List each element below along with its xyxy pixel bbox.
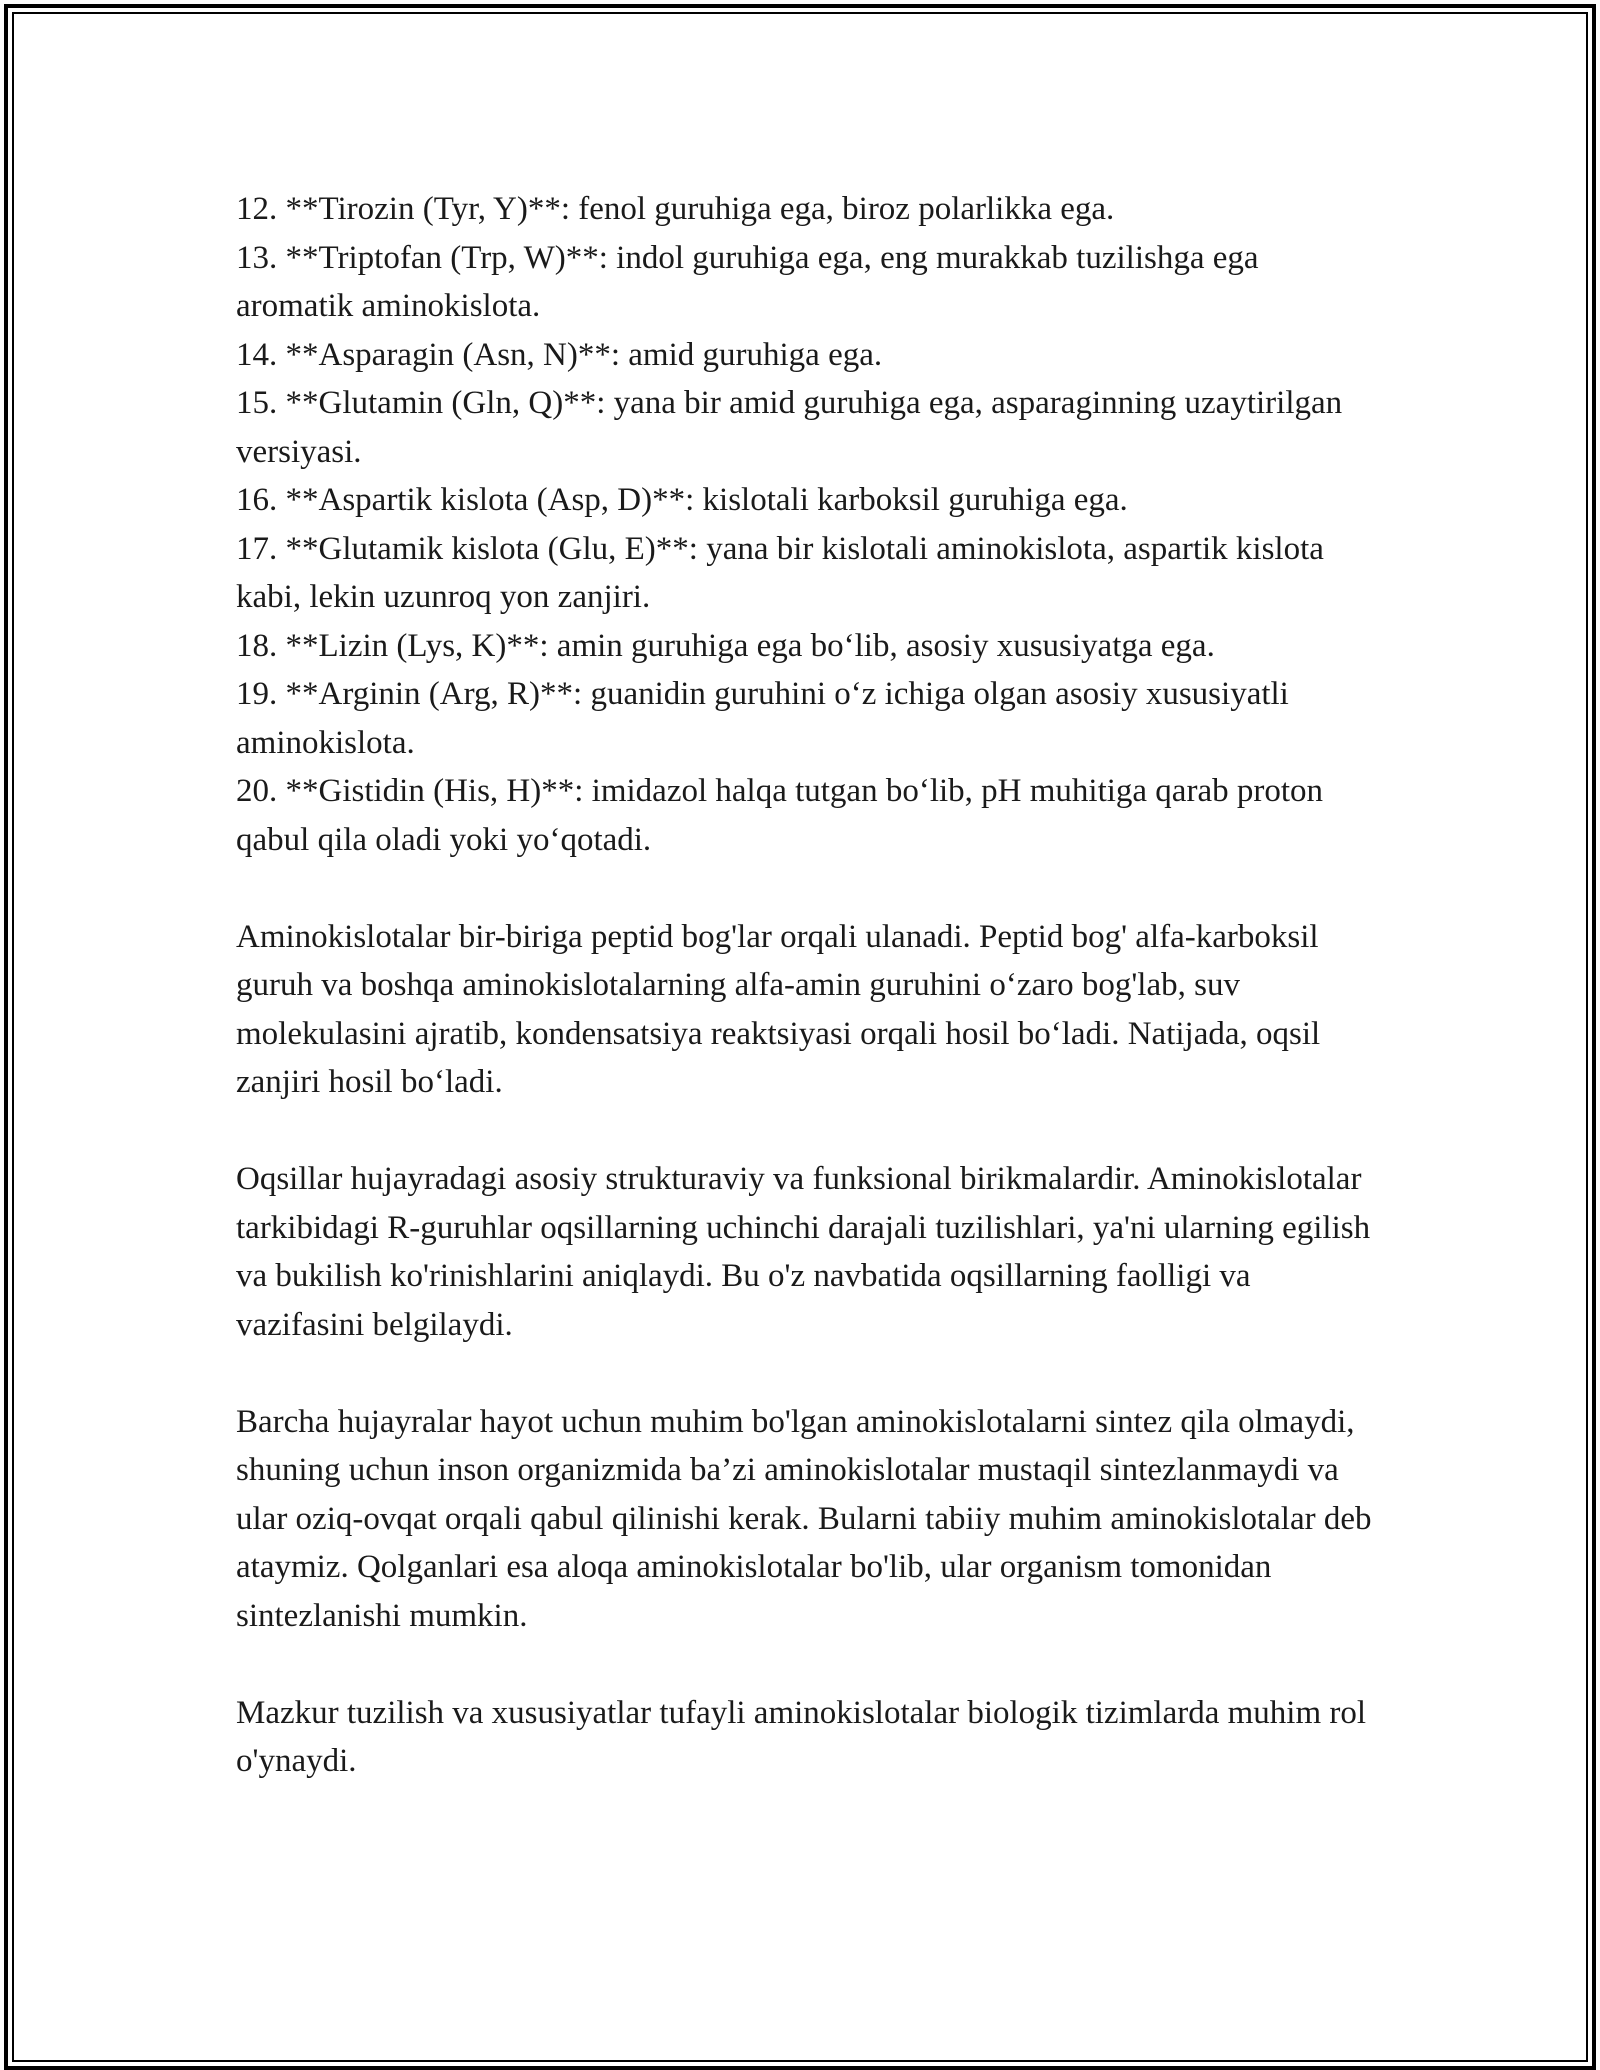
list-item: 19. **Arginin (Arg, R)**: guanidin guruhini o‘z ichiga olgan asosiy xususiyatli aminokislota.: [236, 676, 1289, 761]
list-item: 13. **Triptofan (Trp, W)**: indol guruhiga ega, eng murakkab tuzilishga ega aromatik aminokislota.: [236, 239, 1259, 324]
paragraph-essential-amino-acids: Barcha hujayralar hayot uchun muhim bo'lgan aminokislotalarni sintez qila olmaydi, shuning uchun inson organizmida ba’zi aminokislotalar mustaqil sintezlanmaydi va ular oziq-ovqat orqali qabul qilinishi kerak. Bularni tabiiy muhim aminokislotalar deb ataymiz. Qolganlari esa aloqa aminokislotalar bo'lib, ular organism tomonidan sintezlanishi mumkin.: [236, 1403, 1372, 1634]
list-item: 12. **Tirozin (Tyr, Y)**: fenol guruhiga ega, biroz polarlikka ega.: [236, 191, 1115, 227]
list-item: 18. **Lizin (Lys, K)**: amin guruhiga ega bo‘lib, asosiy xususiyatga ega.: [236, 627, 1215, 664]
amino-acid-list: [236, 185, 1376, 864]
paragraph-peptide-bonds: Aminokislotalar bir-biriga peptid bog'lar orqali ulanadi. Peptid bog' alfa-karboksil guruh va boshqa aminokislotalarning alfa-amin guruhini o‘zaro bog'lab, suv molekulasini ajratib, kondensatsiya reaktsiyasi orqali hosil bo‘ladi. Natijada, oqsil zanjiri hosil bo‘ladi.: [236, 918, 1321, 1100]
list-item: 17. **Glutamik kislota (Glu, E)**: yana bir kislotali aminokislota, aspartik kislota kabi, lekin uzunroq yon zanjiri.: [236, 530, 1324, 615]
list-item: 15. **Glutamin (Gln, Q)**: yana bir amid guruhiga ega, asparaginning uzaytirilgan versiyasi.: [236, 385, 1343, 470]
document-body: [236, 185, 1376, 1786]
list-item: 20. **Gistidin (His, H)**: imidazol halqa tutgan bo‘lib, pH muhitiga qarab proton qabul qila oladi yoki yo‘qotadi.: [236, 773, 1324, 858]
list-item: 14. **Asparagin (Asn, N)**: amid guruhiga ega.: [236, 336, 883, 373]
paragraph-proteins: Oqsillar hujayradagi asosiy strukturaviy va funksional birikmalardir. Aminokislotalar tarkibidagi R-guruhlar oqsillarning uchinchi darajali tuzilishlari, ya'ni ularning egilish va bukilish ko'rinishlarini aniqlaydi. Bu o'z navbatida oqsillarning faolligi va vazifasini belgilaydi.: [236, 1161, 1371, 1343]
list-item: 16. **Aspartik kislota (Asp, D)**: kislotali karboksil guruhiga ega.: [236, 482, 1128, 518]
paragraph-conclusion: Mazkur tuzilish va xususiyatlar tufayli aminokislotalar biologik tizimlarda muhim rol o'ynaydi.: [236, 1694, 1367, 1779]
